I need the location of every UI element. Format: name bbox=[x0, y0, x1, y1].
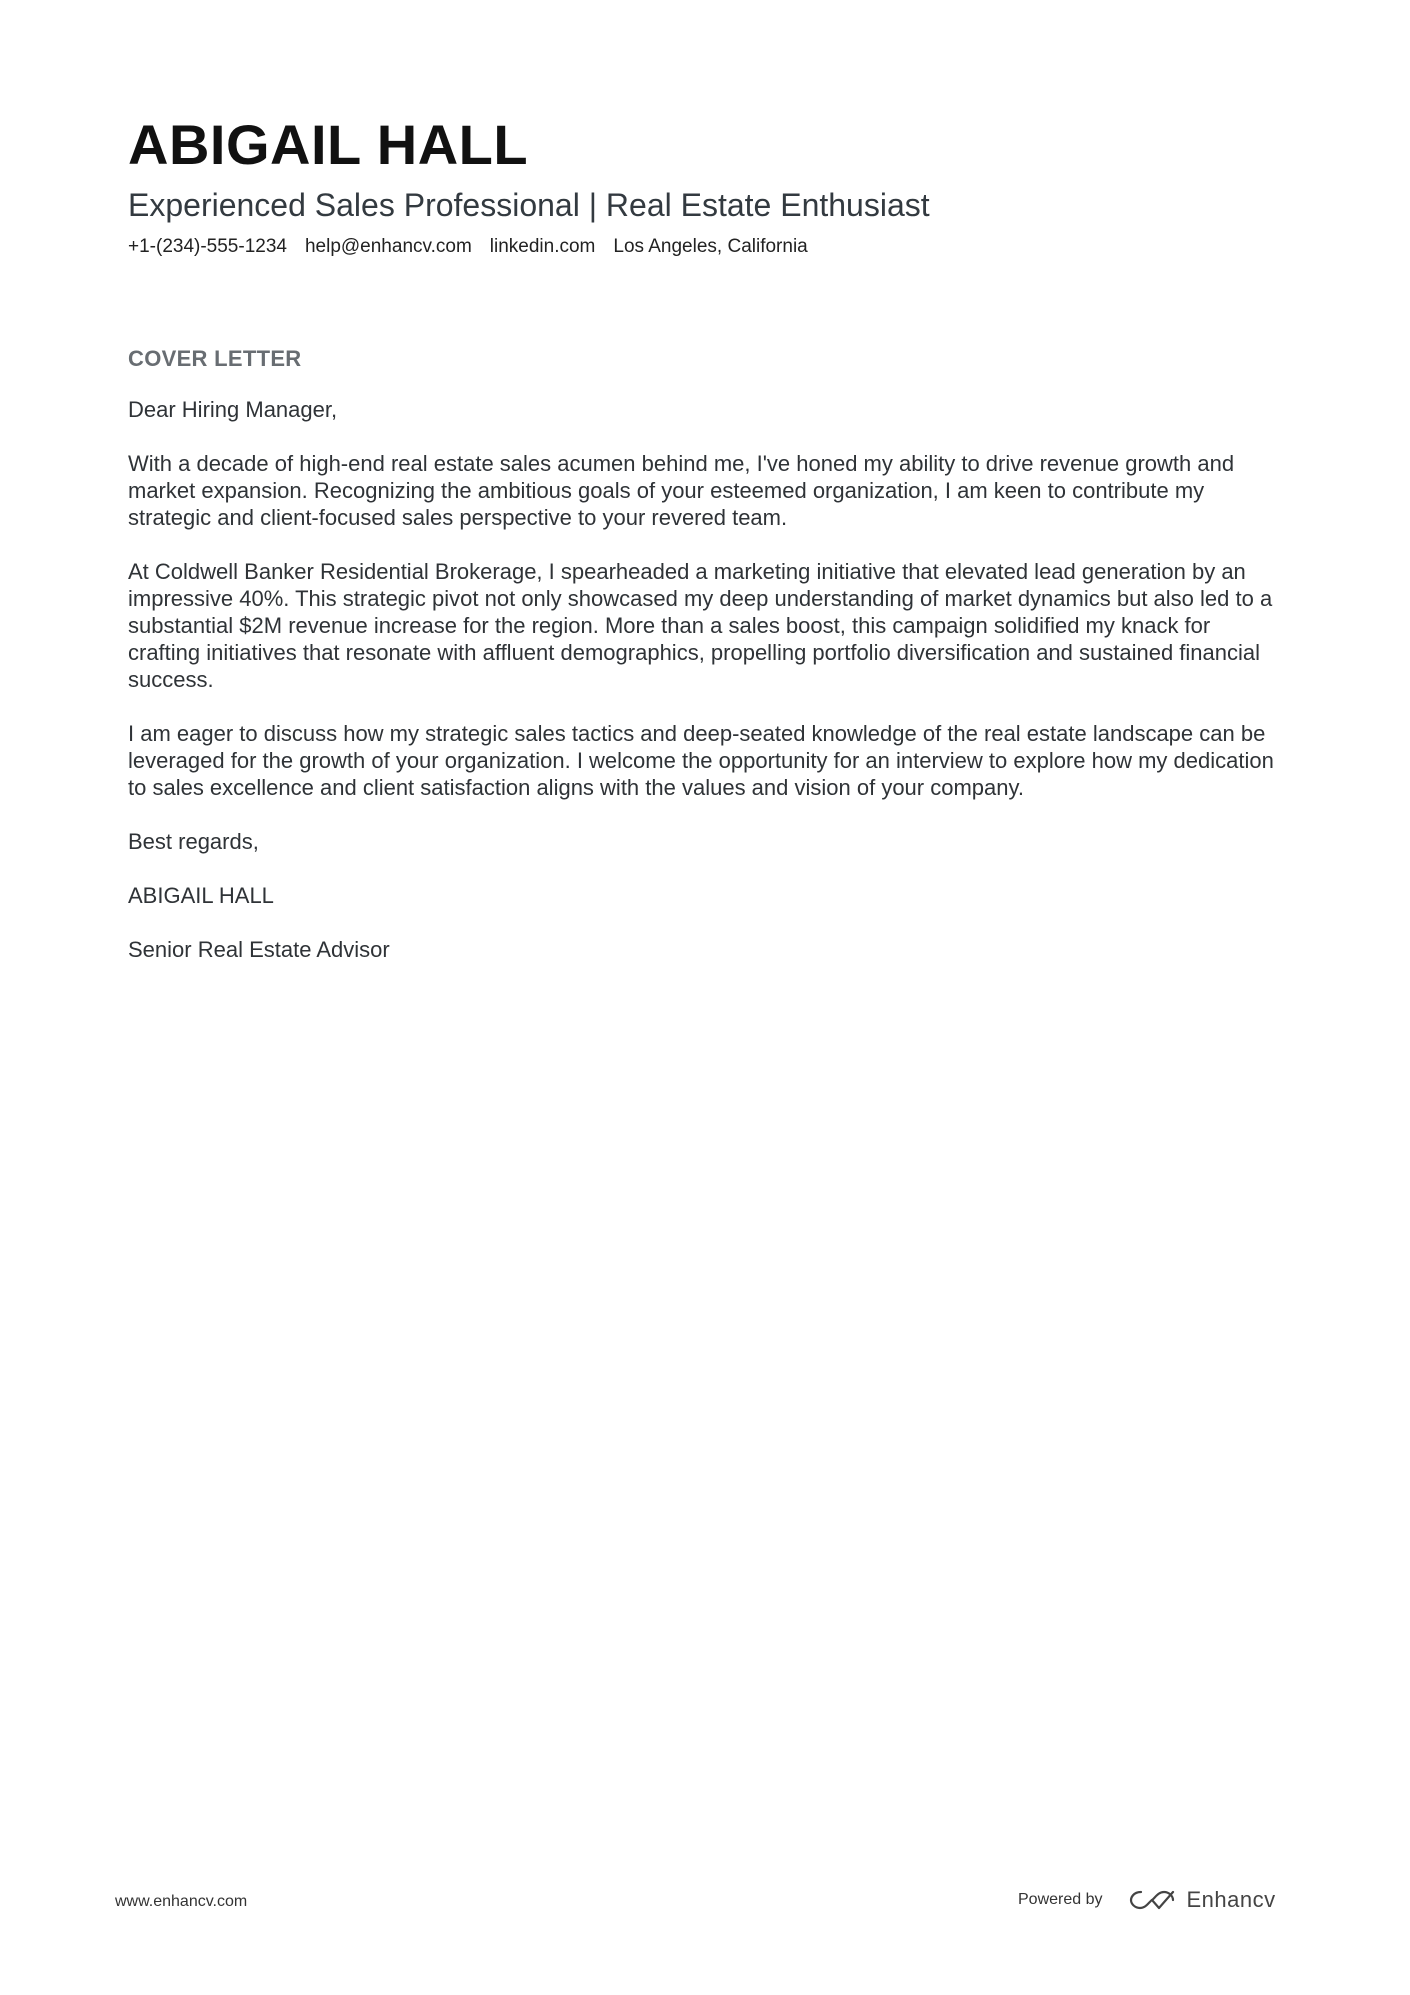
powered-by-label: Powered by bbox=[1018, 1891, 1103, 1908]
contact-email[interactable]: help@enhancv.com bbox=[304, 236, 472, 257]
section-title: COVER LETTER bbox=[128, 346, 302, 371]
paragraph-3: I am eager to discuss how my strategic sales tactics and deep-seated knowledge of the real estate landscape can be leveraged for the growth of your organization. I welcome the opportunity for an interview to explore how my dedication to sales excellence and client satisfaction aligns with the values and vision of your company. bbox=[128, 721, 1274, 800]
footer-website[interactable]: www.enhancv.com bbox=[115, 1893, 248, 1910]
contact-location: Los Angeles, California bbox=[613, 236, 808, 257]
candidate-headline: Experienced Sales Professional | Real Estate Enthusiast bbox=[128, 187, 930, 223]
enhancv-logo-icon bbox=[1129, 1888, 1175, 1912]
contact-info bbox=[128, 234, 1288, 260]
salutation: Dear Hiring Manager, bbox=[128, 397, 338, 422]
brand-name: Enhancv bbox=[1186, 1887, 1276, 1912]
letter-body bbox=[128, 396, 1288, 963]
signature-name: ABIGAIL HALL bbox=[128, 883, 274, 908]
footer-branding[interactable] bbox=[1018, 1880, 1276, 1920]
signature-title: Senior Real Estate Advisor bbox=[128, 937, 390, 962]
cover-letter-page bbox=[128, 110, 1288, 990]
contact-linkedin[interactable]: linkedin.com bbox=[489, 236, 596, 257]
paragraph-1: With a decade of high-end real estate sales acumen behind me, I've honed my ability to drive revenue growth and market expansion. Recognizing the ambitious goals of your esteemed organization, I am keen to contribute my strategic and client-focused sales perspective to your revered team. bbox=[128, 451, 1235, 530]
contact-phone[interactable]: +1-(234)-555-1234 bbox=[128, 236, 287, 257]
brand-logo[interactable] bbox=[1129, 1887, 1276, 1913]
closing: Best regards, bbox=[128, 829, 259, 854]
candidate-name: ABIGAIL HALL bbox=[128, 113, 529, 176]
paragraph-2: At Coldwell Banker Residential Brokerage, I spearheaded a marketing initiative that elevated lead generation by an impressive 40%. This strategic pivot not only showcased my deep understanding of market dynamics but also led to a substantial $2M revenue increase for the region. More than a sales boost, this campaign solidified my knack for crafting initiatives that resonate with affluent demographics, propelling portfolio diversification and sustained financial success. bbox=[128, 559, 1273, 692]
